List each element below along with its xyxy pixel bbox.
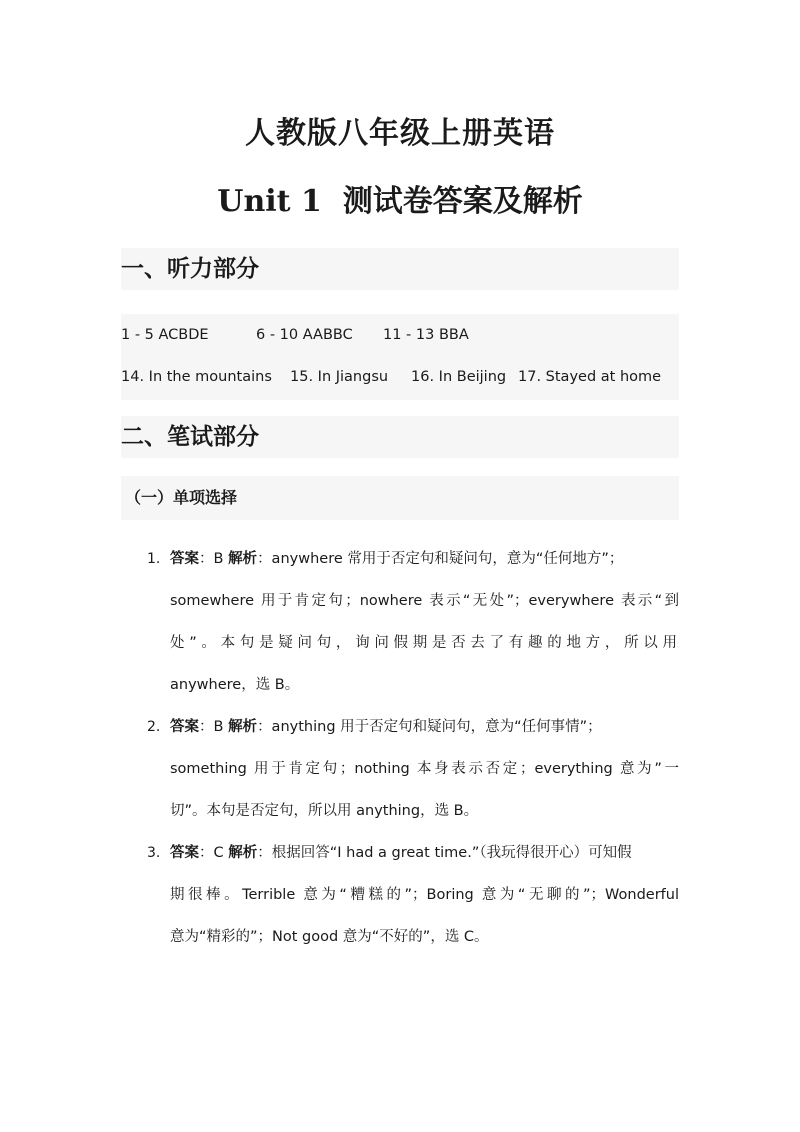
item-line [170, 832, 679, 874]
analysis-label: 解析 [228, 551, 258, 567]
answer-group: 6 - 10 AABBC [256, 327, 353, 343]
analysis-label: 解析 [228, 719, 258, 735]
answer-value: ：B [199, 719, 229, 735]
item-line: 切”。本句是否定句，所以用 anything，选 B。 [170, 803, 479, 819]
subtitle-text: 测试卷答案及解析 [342, 184, 583, 219]
answer-group: 14. In the mountains [121, 369, 272, 385]
item-line: something 用于肯定句；nothing 本身表示否定；everything 意为”一 [170, 761, 679, 777]
answer-group: 1 - 5 ACBDE [121, 327, 209, 343]
answer-label: 答案 [170, 719, 199, 735]
document-subtitle [0, 176, 800, 220]
unit-label: Unit 1 [217, 184, 322, 219]
answer-label: 答案 [170, 551, 199, 567]
answer-label: 答案 [170, 845, 199, 861]
item-line: 期很棒。Terrible 意为“糟糕的”；Boring 意为“无聊的”；Wonderful [170, 887, 679, 903]
answer-group: 11 - 13 BBA [383, 327, 469, 343]
answer-value: ：C [199, 845, 229, 861]
answer-value: ：B [199, 551, 229, 567]
item-line [170, 538, 679, 580]
analysis-text: ：anywhere 常用于否定句和疑问句，意为“任何地方”； [257, 551, 624, 567]
document-title: 人教版八年级上册英语 [245, 116, 555, 151]
answer-group: 15. In Jiangsu [290, 369, 389, 385]
item-line: anywhere，选 B。 [170, 677, 300, 693]
listening-answers-row [121, 367, 679, 387]
analysis-text: ：根据回答“I had a great time.”（我玩得很开心）可知假 [257, 845, 632, 861]
item-line: somewhere 用于肯定句；nowhere 表示“无处”；everywhere 表示“到 [170, 593, 679, 609]
item-line: 意为“精彩的”；Not good 意为“不好的”，选 C。 [170, 929, 489, 945]
analysis-text: ：anything 用于否定句和疑问句，意为“任何事情”； [257, 719, 602, 735]
listening-answers-row [121, 325, 679, 345]
listening-heading: 一、听力部分 [121, 256, 259, 282]
single-choice-heading: （一）单项选择 [125, 488, 238, 507]
item-line [170, 706, 679, 748]
item-number: 1. [147, 551, 161, 567]
item-number: 2. [147, 719, 161, 735]
analysis-label: 解析 [228, 845, 258, 861]
item-line: 处”。本句是疑问句，询问假期是否去了有趣的地方，所以用 [170, 635, 679, 651]
written-heading: 二、笔试部分 [121, 424, 259, 450]
answer-group: 17. Stayed at home [518, 369, 662, 385]
answer-group: 16. In Beijing [411, 369, 507, 385]
item-number: 3. [147, 845, 161, 861]
